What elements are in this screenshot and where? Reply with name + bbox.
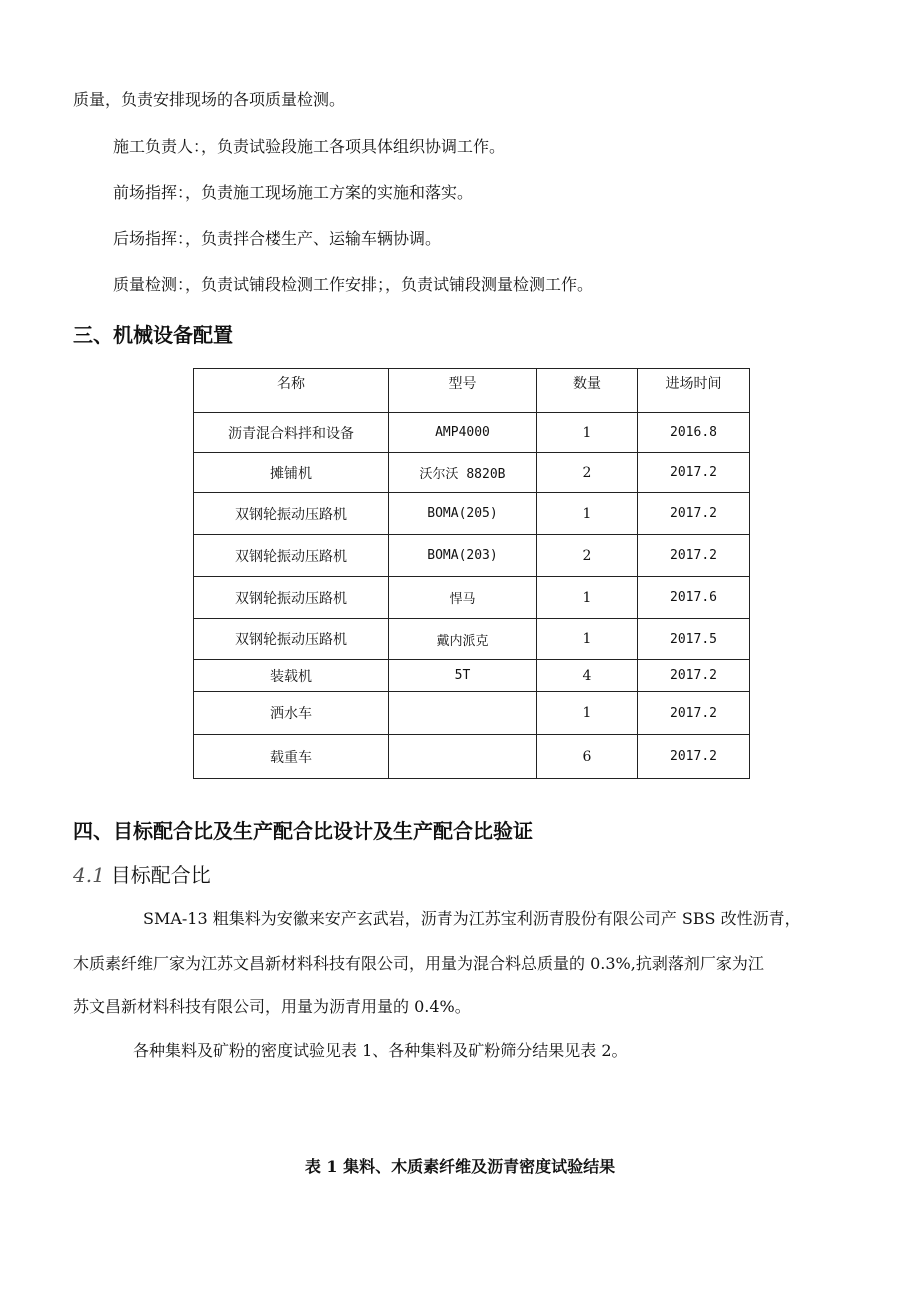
cell-arrival-time: 2017.2 (638, 660, 750, 692)
cell-arrival-time: 2017.6 (638, 577, 750, 619)
cell-name: 摊铺机 (194, 453, 389, 493)
cell-model (389, 692, 537, 735)
cell-model: 悍马 (389, 577, 537, 619)
cell-quantity: 1 (537, 692, 638, 735)
cell-arrival-time: 2017.2 (638, 735, 750, 779)
cell-name: 载重车 (194, 735, 389, 779)
table-row (194, 660, 750, 692)
body-line-1: SMA-13 粗集料为安徽来安产玄武岩，沥青为江苏宝利沥青股份有限公司产 SBS 改性沥青， (143, 909, 801, 928)
cell-arrival-time: 2017.2 (638, 493, 750, 535)
cell-model (389, 735, 537, 779)
cell-model: 戴内派克 (389, 619, 537, 660)
cell-quantity: 1 (537, 619, 638, 660)
section-3-heading: 三、机械设备配置 (73, 323, 233, 347)
cell-quantity: 2 (537, 535, 638, 577)
cell-name: 双钢轮振动压路机 (194, 577, 389, 619)
table-reference-note: 各种集料及矿粉的密度试验见表 1、各种集料及矿粉筛分结果见表 2。 (133, 1041, 628, 1060)
cell-arrival-time: 2016.8 (638, 413, 750, 453)
body-line-2: 木质素纤维厂家为江苏文昌新材料科技有限公司，用量为混合料总质量的 0.3%,抗剥落剂厂家为江 (73, 954, 764, 973)
cell-name: 双钢轮振动压路机 (194, 535, 389, 577)
table-row (194, 735, 750, 779)
cell-quantity: 2 (537, 453, 638, 493)
cell-model: 沃尔沃 8820B (389, 453, 537, 493)
cell-arrival-time: 2017.2 (638, 692, 750, 735)
cell-name: 洒水车 (194, 692, 389, 735)
subsection-4-1-heading (73, 862, 211, 888)
header-name: 名称 (194, 369, 389, 413)
header-model: 型号 (389, 369, 537, 413)
cell-name: 双钢轮振动压路机 (194, 619, 389, 660)
cell-name: 沥青混合料拌和设备 (194, 413, 389, 453)
cell-model: AMP4000 (389, 413, 537, 453)
paragraph-quality: 质量，负责安排现场的各项质量检测。 (73, 90, 346, 109)
cell-arrival-time: 2017.2 (638, 453, 750, 493)
cell-model: 5T (389, 660, 537, 692)
table-row (194, 493, 750, 535)
table-row (194, 619, 750, 660)
cell-arrival-time: 2017.5 (638, 619, 750, 660)
cell-quantity: 4 (537, 660, 638, 692)
table-row (194, 413, 750, 453)
body-line-3: 苏文昌新材料科技有限公司，用量为沥青用量的 0.4%。 (73, 997, 471, 1016)
table-row (194, 453, 750, 493)
table-header-row (194, 369, 750, 413)
paragraph-front-command: 前场指挥：，负责施工现场施工方案的实施和落实。 (113, 183, 474, 202)
paragraph-rear-command: 后场指挥：，负责拌合楼生产、运输车辆协调。 (113, 229, 442, 248)
cell-quantity: 1 (537, 577, 638, 619)
subsection-title: 目标配合比 (110, 863, 211, 887)
cell-quantity: 1 (537, 493, 638, 535)
table-1-caption: 表 1 集料、木质素纤维及沥青密度试验结果 (304, 1157, 616, 1176)
cell-model: BOMA(203) (389, 535, 537, 577)
header-arrival-time: 进场时间 (638, 369, 750, 413)
paragraph-quality-inspection: 质量检测：，负责试铺段检测工作安排；，负责试铺段测量检测工作。 (113, 275, 594, 294)
header-quantity: 数量 (537, 369, 638, 413)
cell-arrival-time: 2017.2 (638, 535, 750, 577)
cell-model: BOMA(205) (389, 493, 537, 535)
section-4-heading: 四、目标配合比及生产配合比设计及生产配合比验证 (73, 819, 533, 843)
table-row (194, 535, 750, 577)
cell-quantity: 6 (537, 735, 638, 779)
cell-name: 双钢轮振动压路机 (194, 493, 389, 535)
subsection-number: 4.1 (73, 863, 105, 887)
cell-name: 装载机 (194, 660, 389, 692)
cell-quantity: 1 (537, 413, 638, 453)
equipment-table (193, 368, 750, 779)
paragraph-construction-lead: 施工负责人：，负责试验段施工各项具体组织协调工作。 (113, 137, 506, 156)
table-row (194, 692, 750, 735)
table-row (194, 577, 750, 619)
